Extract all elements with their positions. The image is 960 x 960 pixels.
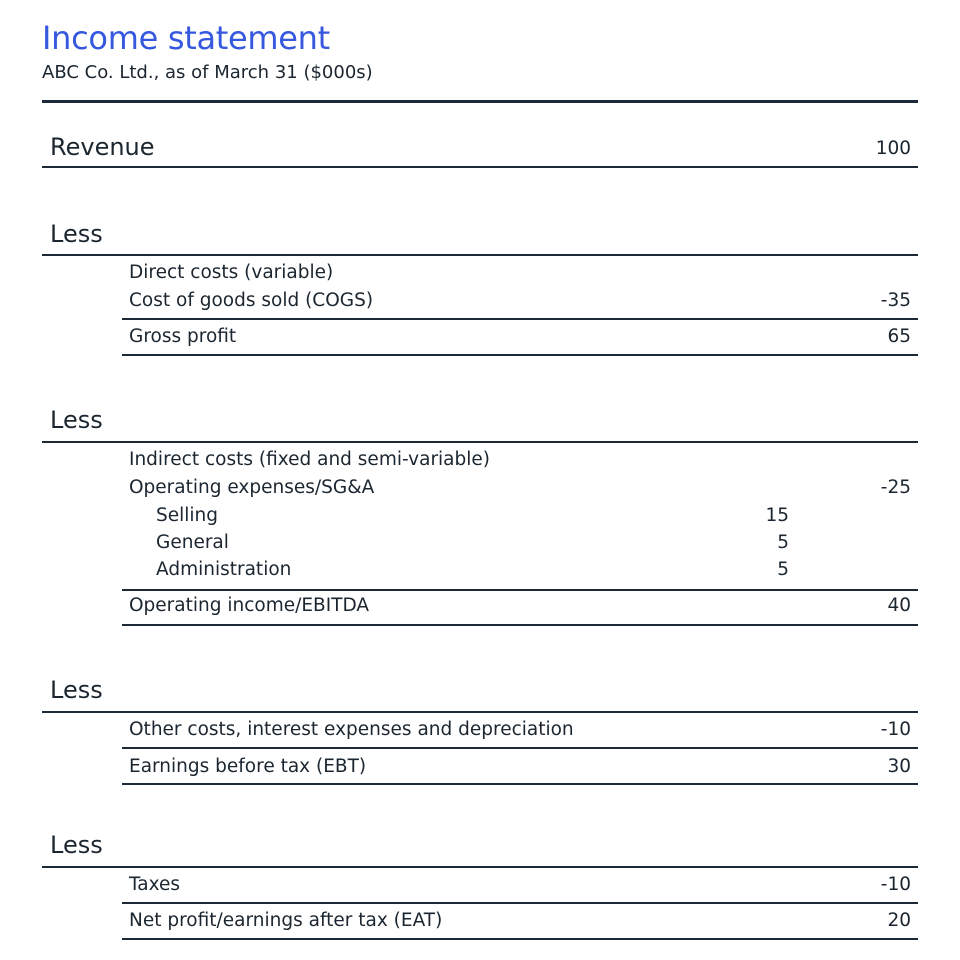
subtotal-divider [122, 318, 918, 320]
revenue-value: 100 [875, 138, 911, 159]
header-divider [42, 100, 918, 103]
subtotal-label: Operating income/EBITDA [129, 595, 370, 616]
subtotal-label: Net profit/earnings after tax (EAT) [129, 910, 443, 931]
section-divider [42, 441, 918, 443]
page-title: Income statement [42, 19, 330, 57]
line-item-value: -35 [880, 290, 911, 311]
subtotal-label: Gross profit [129, 326, 237, 347]
subtotal-bottom-divider [122, 624, 918, 626]
line-item-label: Indirect costs (fixed and semi-variable) [129, 449, 491, 470]
subtotal-divider [122, 902, 918, 904]
line-item-value: -10 [880, 719, 911, 740]
section-divider [42, 866, 918, 868]
line-item-label: Direct costs (variable) [129, 262, 334, 283]
line-item-value: -25 [880, 477, 911, 498]
section-heading: Less [50, 220, 103, 248]
line-item-label: Taxes [129, 874, 180, 895]
line-item-value: -10 [880, 874, 911, 895]
section-divider [42, 254, 918, 256]
section-heading: Less [50, 676, 103, 704]
subtotal-divider [122, 589, 918, 591]
subtotal-bottom-divider [122, 783, 918, 785]
subtotal-bottom-divider [122, 354, 918, 356]
subtotal-divider [122, 747, 918, 749]
line-item-label: Cost of goods sold (COGS) [129, 290, 374, 311]
page-subtitle: ABC Co. Ltd., as of March 31 ($000s) [42, 62, 373, 83]
line-item-label: Operating expenses/SG&A [129, 477, 375, 498]
subtotal-value: 40 [887, 595, 911, 616]
line-item-label: Administration [156, 559, 292, 580]
revenue-label: Revenue [50, 133, 155, 161]
subtotal-value: 65 [887, 326, 911, 347]
subtotal-label: Earnings before tax (EBT) [129, 756, 367, 777]
line-item-sub-value: 15 [765, 505, 789, 526]
section-heading: Less [50, 831, 103, 859]
revenue-divider [42, 166, 918, 168]
line-item-label: Selling [156, 505, 219, 526]
subtotal-value: 30 [887, 756, 911, 777]
subtotal-value: 20 [887, 910, 911, 931]
subtotal-bottom-divider [122, 938, 918, 940]
section-heading: Less [50, 406, 103, 434]
line-item-sub-value: 5 [777, 532, 789, 553]
line-item-label: Other costs, interest expenses and depreciation [129, 719, 574, 740]
section-divider [42, 711, 918, 713]
line-item-sub-value: 5 [777, 559, 789, 580]
line-item-label: General [156, 532, 229, 553]
